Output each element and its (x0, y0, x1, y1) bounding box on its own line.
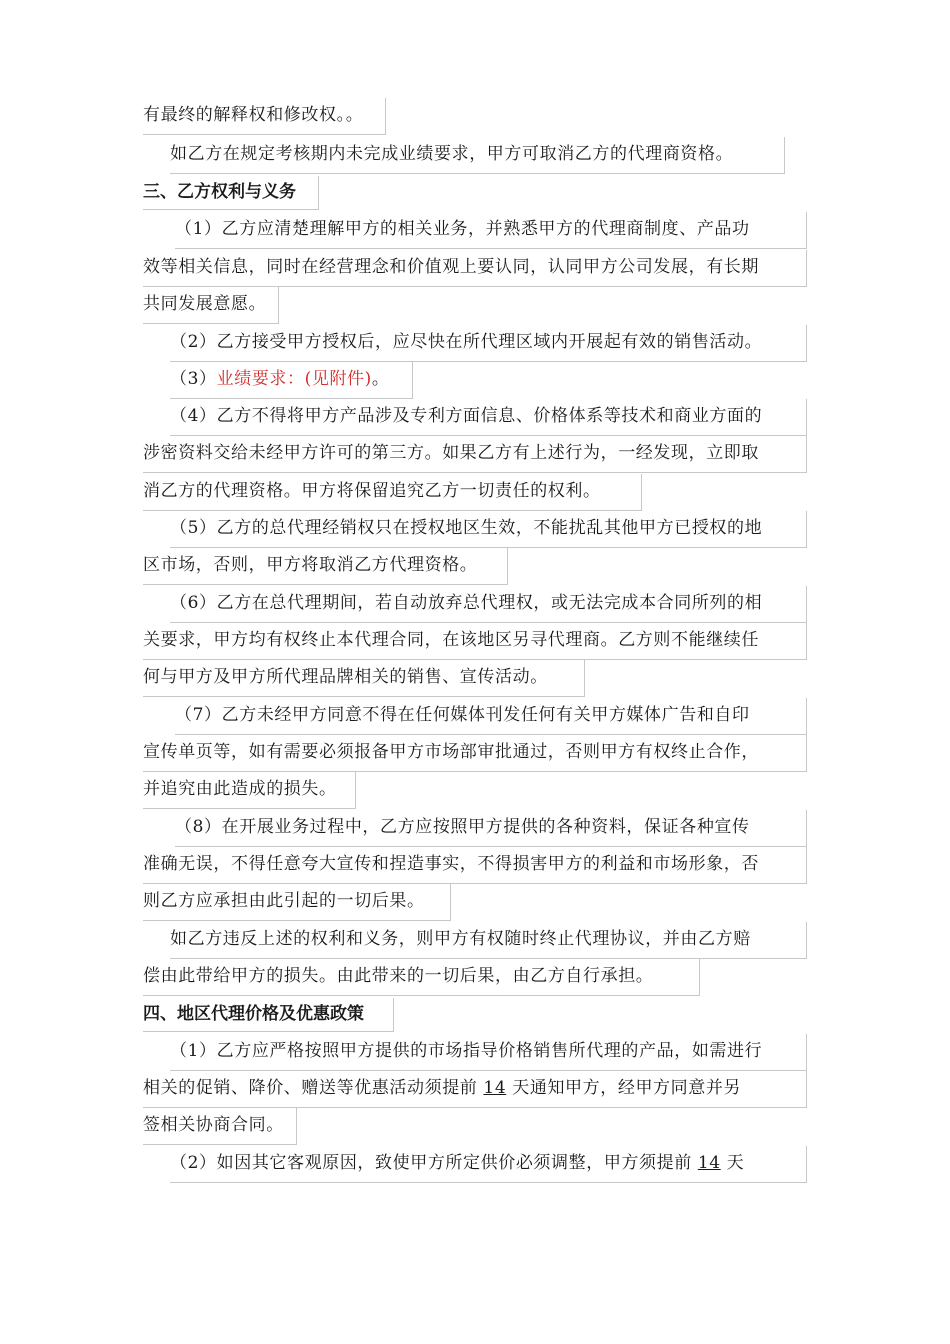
text-segment: 天通知甲方，经甲方同意并另 (512, 1078, 742, 1098)
text-line: 宣传单页等，如有需要必须报备甲方市场部审批通过，否则甲方有权终止合作， (143, 735, 807, 772)
text-line: 准确无误，不得任意夸大宣传和捏造事实，不得损害甲方的利益和市场形象，否 (143, 847, 807, 884)
text-line: 偿由此带给甲方的损失。由此带来的一切后果，由乙方自行承担。 (143, 959, 700, 996)
text-segment: 天 (726, 1153, 745, 1173)
text-line: 共同发展意愿。 (143, 287, 279, 324)
text-line-notice-days (143, 1071, 807, 1108)
text-line: （4）乙方不得将甲方产品涉及专利方面信息、价格体系等技术和商业方面的 (170, 399, 807, 436)
section-heading-4: 四、地区代理价格及优惠政策 (143, 998, 394, 1032)
text-line: （6）乙方在总代理期间，若自动放弃总代理权，或无法完成本合同所列的相 (170, 586, 807, 623)
days-blank: 14 (697, 1153, 721, 1173)
text-line: 有最终的解释权和修改权。。 (143, 98, 386, 135)
text-segment: 相关的促销、降价、赠送等优惠活动须提前 (143, 1078, 478, 1098)
text-line: 如乙方在规定考核期内未完成业绩要求，甲方可取消乙方的代理商资格。 (170, 137, 785, 174)
text-line: （1）乙方应严格按照甲方提供的市场指导价格销售所代理的产品，如需进行 (170, 1034, 807, 1071)
text-line: 如乙方违反上述的权利和义务，则甲方有权随时终止代理协议，并由乙方赔 (170, 922, 807, 959)
text-line: 效等相关信息，同时在经营理念和价值观上要认同，认同甲方公司发展，有长期 (143, 250, 807, 287)
item-number: （3） (170, 369, 217, 389)
text-line: （7）乙方未经甲方同意不得在任何媒体刊发任何有关甲方媒体广告和自印 (175, 698, 807, 735)
text-line: 区市场，否则，甲方将取消乙方代理资格。 (143, 548, 508, 585)
text-line: （5）乙方的总代理经销权只在授权地区生效，不能扰乱其他甲方已授权的地 (170, 511, 807, 548)
days-blank: 14 (483, 1078, 507, 1098)
text-line: 何与甲方及甲方所代理品牌相关的销售、宣传活动。 (143, 660, 585, 697)
text-line: （2）乙方接受甲方授权后，应尽快在所代理区域内开展起有效的销售活动。 (170, 325, 807, 362)
requirement-text: 业绩要求：(见附件) (216, 369, 372, 389)
text-line: 签相关协商合同。 (143, 1108, 297, 1145)
text-line: 则乙方应承担由此引起的一切后果。 (143, 884, 451, 921)
period: 。 (371, 369, 390, 389)
text-line: （1）乙方应清楚理解甲方的相关业务，并熟悉甲方的代理商制度、产品功 (175, 212, 807, 249)
text-line: 关要求，甲方均有权终止本代理合同，在该地区另寻代理商。乙方则不能继续任 (143, 623, 807, 660)
text-line: 涉密资料交给未经甲方许可的第三方。如果乙方有上述行为，一经发现，立即取 (143, 436, 807, 473)
text-line: 消乙方的代理资格。甲方将保留追究乙方一切责任的权利。 (143, 474, 642, 511)
text-segment: （2）如因其它客观原因，致使甲方所定供价必须调整，甲方须提前 (170, 1153, 692, 1173)
text-line: 并追究由此造成的损失。 (143, 772, 356, 809)
section-heading-3: 三、乙方权利与义务 (143, 176, 319, 210)
text-line: （8）在开展业务过程中，乙方应按照甲方提供的各种资料，保证各种宣传 (175, 810, 807, 847)
text-line-requirement (170, 362, 413, 399)
text-line-price-days (170, 1146, 807, 1183)
